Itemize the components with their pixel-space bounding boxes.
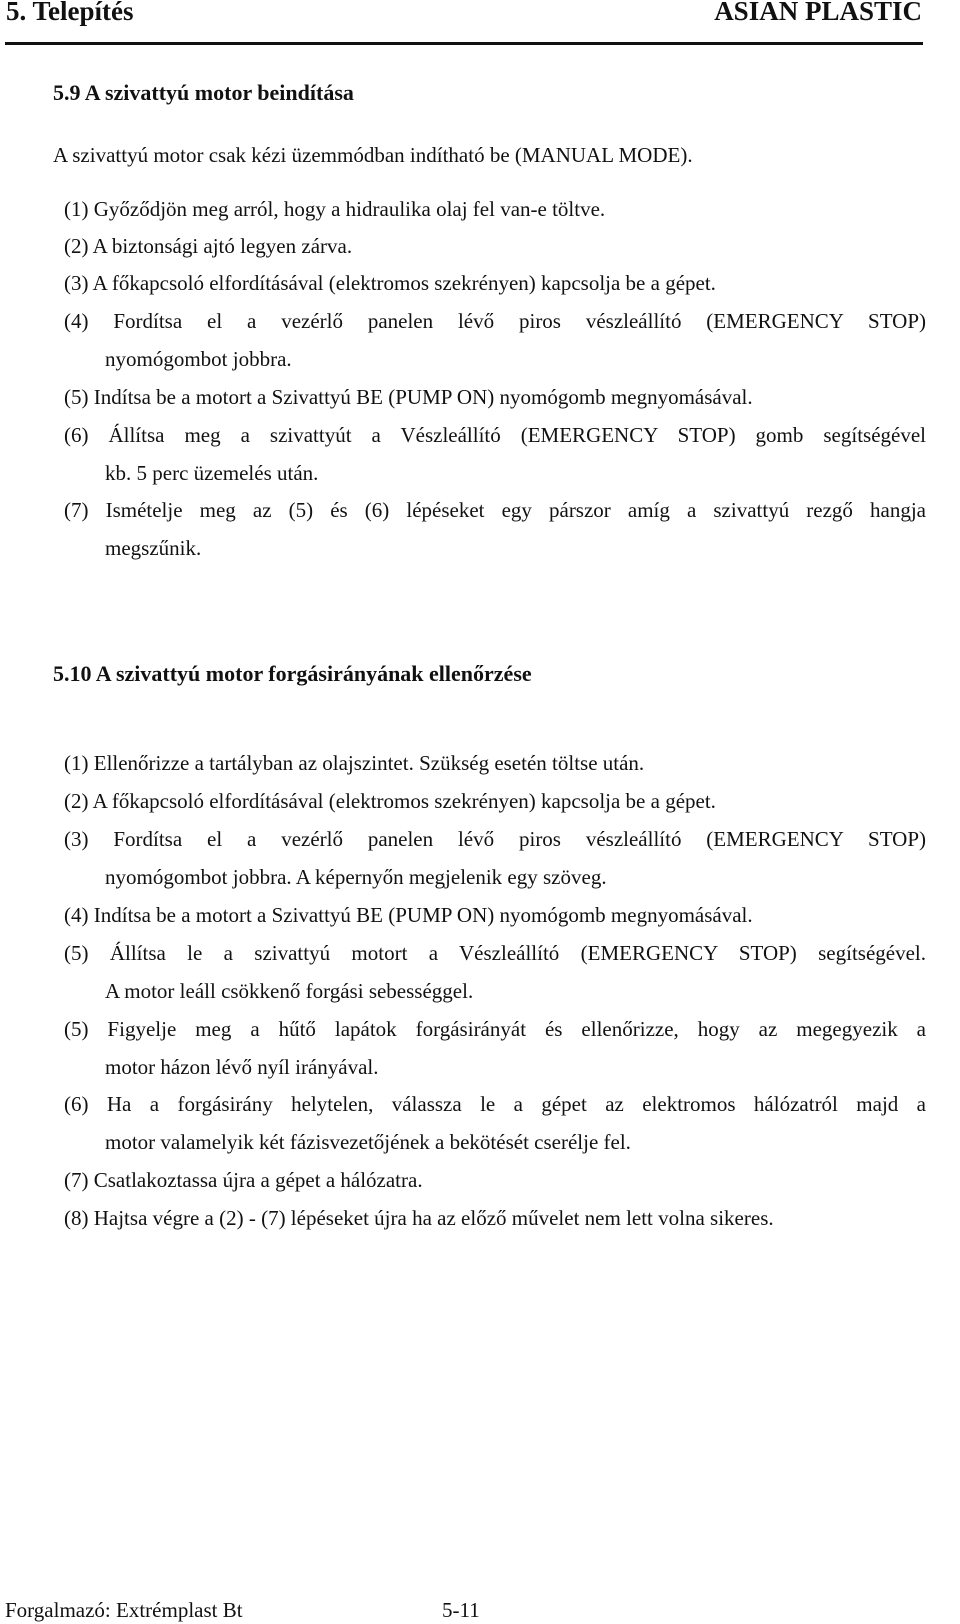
list-item xyxy=(64,302,926,378)
footer-distributor: Forgalmazó: Extrémplast Bt xyxy=(5,1598,243,1622)
list-item xyxy=(64,190,926,228)
item-continuation: motor valamelyik két fázisvezetőjének a bekötését cserélje fel. xyxy=(105,1130,631,1154)
list-item xyxy=(64,1085,926,1161)
item-text: (5) Indítsa be a motort a Szivattyú BE (PUMP ON) nyomógomb megnyomásával. xyxy=(64,385,753,409)
item-text: (7) Ismételje meg az (5) és (6) lépéseket egy párszor amíg a szivattyú rezgő hangja xyxy=(64,498,926,522)
list-item xyxy=(64,782,926,820)
item-text: (5) Figyelje meg a hűtő lapátok forgásirányát és ellenőrizze, hogy az megegyezik a xyxy=(64,1017,926,1041)
header-chapter-title: 5. Telepítés xyxy=(6,0,134,26)
list-item xyxy=(64,744,926,782)
header-divider xyxy=(5,42,923,45)
list-item xyxy=(64,1161,926,1199)
item-text: (3) A főkapcsoló elfordításával (elektromos szekrényen) kapcsolja be a gépet. xyxy=(64,271,716,295)
item-text: (1) Ellenőrizze a tartályban az olajszintet. Szükség esetén töltse után. xyxy=(64,751,645,775)
list-item xyxy=(64,378,926,416)
list-item xyxy=(64,934,926,1010)
list-item xyxy=(64,1199,926,1237)
item-continuation: motor házon lévő nyíl irányával. xyxy=(105,1055,379,1079)
item-text: (5) Állítsa le a szivattyú motort a Vészleállító (EMERGENCY STOP) segítségével. xyxy=(64,941,926,965)
list-item xyxy=(64,416,926,492)
item-text: (8) Hajtsa végre a (2) - (7) lépéseket újra ha az előző művelet nem lett volna sikeres. xyxy=(64,1206,774,1230)
list-item xyxy=(64,1010,926,1086)
list-item xyxy=(64,264,926,302)
item-text: (2) A főkapcsoló elfordításával (elektromos szekrényen) kapcsolja be a gépet. xyxy=(64,789,716,813)
item-text: (6) Ha a forgásirány helytelen, válassza le a gépet az elektromos hálózatról majd a xyxy=(64,1092,926,1116)
item-text: (2) A biztonsági ajtó legyen zárva. xyxy=(64,234,353,258)
item-continuation: megszűnik. xyxy=(105,536,202,560)
item-text: (3) Fordítsa el a vezérlő panelen lévő piros vészleállító (EMERGENCY STOP) xyxy=(64,827,926,851)
item-text: (6) Állítsa meg a szivattyút a Vészleállító (EMERGENCY STOP) gomb segítségével xyxy=(64,423,926,447)
section-title: 5.10 A szivattyú motor forgásirányának ellenőrzése xyxy=(53,661,532,686)
item-text: (1) Győződjön meg arról, hogy a hidraulika olaj fel van-e töltve. xyxy=(64,197,606,221)
list-item xyxy=(64,491,926,567)
item-continuation: A motor leáll csökkenő forgási sebességgel. xyxy=(105,979,474,1003)
item-text: (4) Indítsa be a motort a Szivattyú BE (PUMP ON) nyomógomb megnyomásával. xyxy=(64,903,753,927)
item-continuation: kb. 5 perc üzemelés után. xyxy=(105,461,319,485)
header-brand: ASIAN PLASTIC xyxy=(714,0,922,26)
list-item xyxy=(64,820,926,896)
item-text: (7) Csatlakoztassa újra a gépet a hálózatra. xyxy=(64,1168,423,1192)
list-item xyxy=(64,896,926,934)
item-continuation: nyomógombot jobbra. A képernyőn megjelenik egy szöveg. xyxy=(105,865,607,889)
section-title: 5.9 A szivattyú motor beindítása xyxy=(53,80,354,105)
list-item xyxy=(64,227,926,265)
section-intro: A szivattyú motor csak kézi üzemmódban indítható be (MANUAL MODE). xyxy=(53,143,693,167)
item-continuation: nyomógombot jobbra. xyxy=(105,347,292,371)
item-text: (4) Fordítsa el a vezérlő panelen lévő piros vészleállító (EMERGENCY STOP) xyxy=(64,309,926,333)
page-number: 5-11 xyxy=(442,1598,480,1622)
